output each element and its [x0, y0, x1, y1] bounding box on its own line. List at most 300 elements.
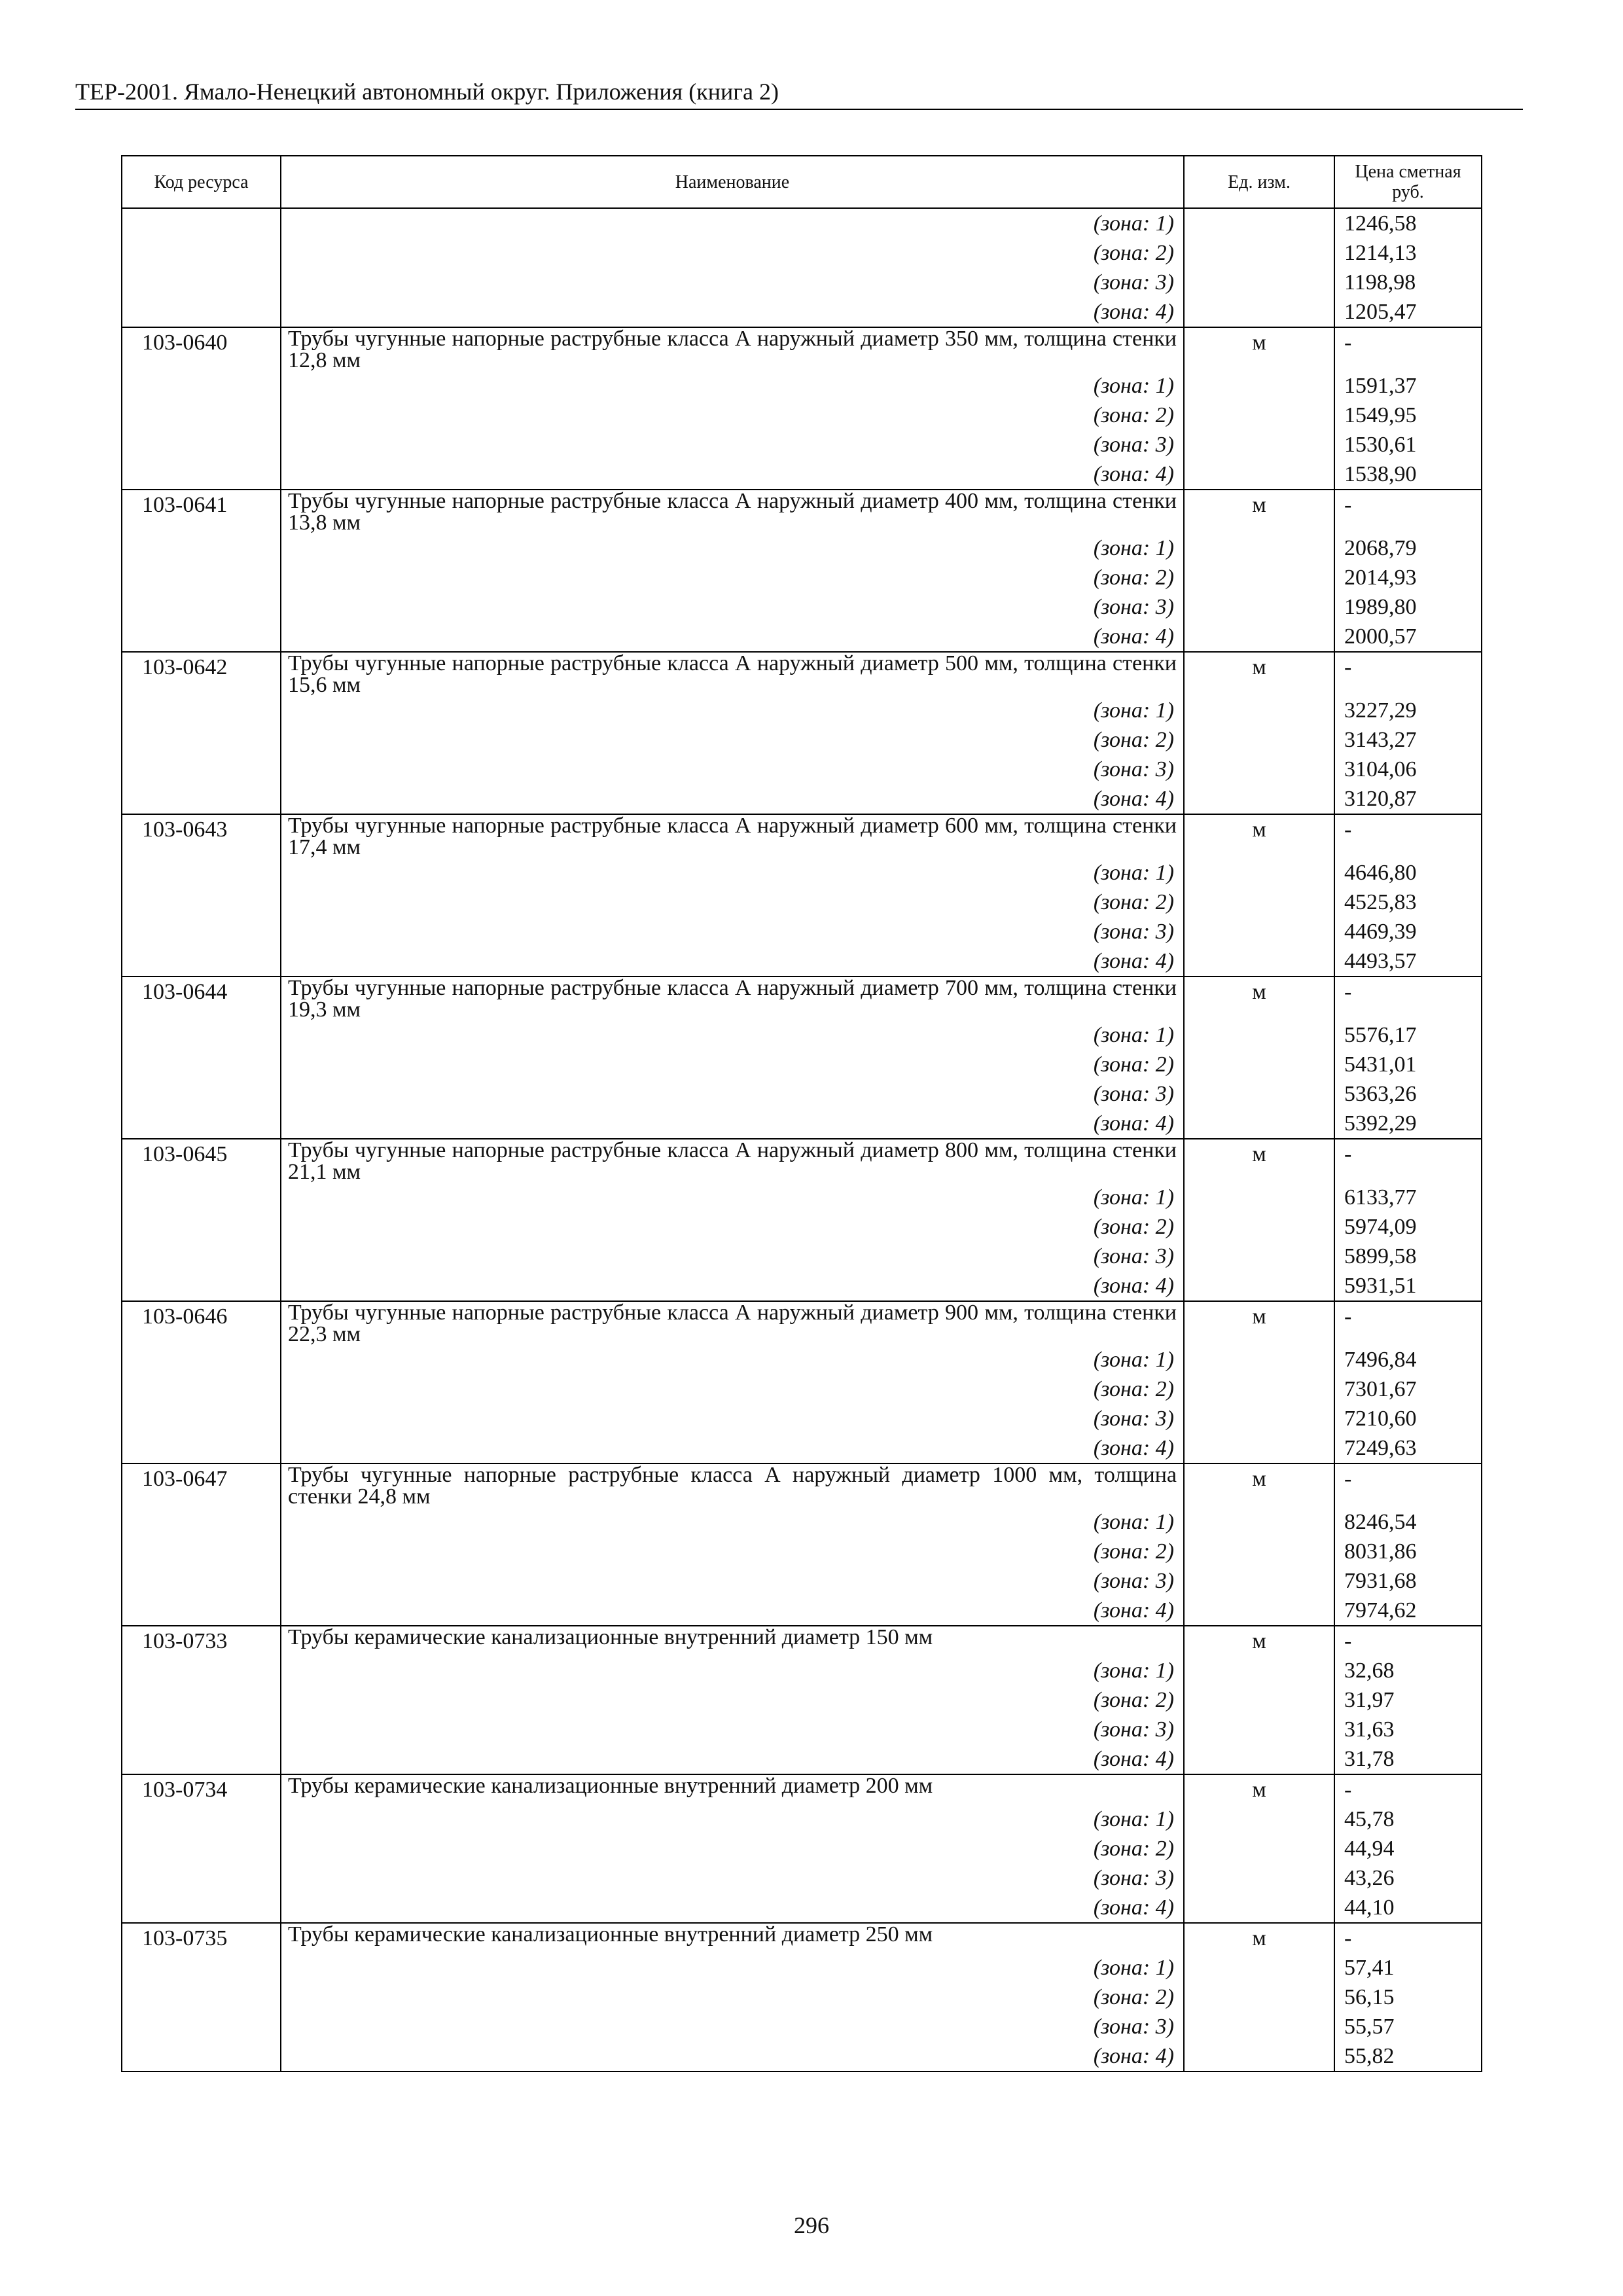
- zone-price: 5931,51: [1334, 1271, 1482, 1301]
- table-header: [122, 156, 1482, 208]
- zone-price: 43,26: [1334, 1863, 1482, 1893]
- resource-code-cell: [122, 1804, 281, 1834]
- resource-code-cell: [122, 1212, 281, 1242]
- resource-code-cell: [122, 563, 281, 592]
- zone-label: (зона: 1): [281, 1953, 1184, 1982]
- zone-label: (зона: 1): [281, 533, 1184, 563]
- unit-cell: [1184, 268, 1334, 297]
- resource-base-price: -: [1334, 327, 1482, 371]
- unit-cell: [1184, 238, 1334, 268]
- zone-label: (зона: 1): [281, 1020, 1184, 1050]
- zone-row: [122, 888, 1482, 917]
- zone-row: [122, 784, 1482, 814]
- resource-base-price: -: [1334, 1463, 1482, 1507]
- unit-cell: [1184, 297, 1334, 327]
- zone-price: 5363,26: [1334, 1079, 1482, 1109]
- unit-cell: [1184, 1744, 1334, 1774]
- zone-label: (зона: 1): [281, 208, 1184, 238]
- resource-code: 103-0640: [122, 327, 281, 371]
- running-header: ТЕР-2001. Ямало-Ненецкий автономный округ. Приложения (книга 2): [75, 77, 1523, 110]
- zone-price: 8031,86: [1334, 1537, 1482, 1566]
- resource-group: [122, 1626, 1482, 1774]
- resource-code: 103-0735: [122, 1923, 281, 1953]
- zone-label: (зона: 3): [281, 1404, 1184, 1433]
- zone-price: 7301,67: [1334, 1374, 1482, 1404]
- unit-cell: [1184, 1537, 1334, 1566]
- unit-cell: [1184, 622, 1334, 652]
- zone-price: 31,97: [1334, 1685, 1482, 1715]
- column-header-name: Наименование: [281, 156, 1184, 208]
- resource-code-cell: [122, 1079, 281, 1109]
- zone-label: (зона: 3): [281, 1566, 1184, 1596]
- unit-cell: [1184, 592, 1334, 622]
- unit-cell: [1184, 917, 1334, 946]
- zone-price: 7249,63: [1334, 1433, 1482, 1463]
- resource-unit: м: [1184, 490, 1334, 533]
- zone-label: (зона: 2): [281, 725, 1184, 755]
- unit-cell: [1184, 1242, 1334, 1271]
- zone-row: [122, 755, 1482, 784]
- zone-price: 1538,90: [1334, 459, 1482, 490]
- zone-row: [122, 1537, 1482, 1566]
- zone-price: 8246,54: [1334, 1507, 1482, 1537]
- zone-label: (зона: 2): [281, 563, 1184, 592]
- unit-cell: [1184, 208, 1334, 238]
- resource-code-cell: [122, 1656, 281, 1685]
- zone-label: (зона: 4): [281, 1596, 1184, 1626]
- zone-price: 1198,98: [1334, 268, 1482, 297]
- resource-code-cell: [122, 1433, 281, 1463]
- unit-cell: [1184, 1982, 1334, 2012]
- resource-code-cell: [122, 1744, 281, 1774]
- zone-price: 1591,37: [1334, 371, 1482, 401]
- zone-label: (зона: 4): [281, 622, 1184, 652]
- resource-code-cell: [122, 888, 281, 917]
- resource-code-cell: [122, 592, 281, 622]
- resource-row: [122, 1626, 1482, 1656]
- resource-unit: м: [1184, 1301, 1334, 1345]
- resource-code-cell: [122, 946, 281, 977]
- resource-name: Трубы чугунные напорные раструбные класса А наружный диаметр 400 мм, толщина стенки 13,8 мм: [281, 490, 1184, 533]
- zone-label: (зона: 3): [281, 1079, 1184, 1109]
- unit-cell: [1184, 563, 1334, 592]
- unit-cell: [1184, 725, 1334, 755]
- resource-base-price: -: [1334, 490, 1482, 533]
- zone-label: (зона: 2): [281, 401, 1184, 430]
- zone-price: 1549,95: [1334, 401, 1482, 430]
- zone-price: 4646,80: [1334, 858, 1482, 888]
- zone-row: [122, 533, 1482, 563]
- zone-row: [122, 1863, 1482, 1893]
- zone-label: (зона: 2): [281, 1834, 1184, 1863]
- unit-cell: [1184, 1374, 1334, 1404]
- resource-code: 103-0642: [122, 652, 281, 696]
- zone-row: [122, 1433, 1482, 1463]
- zone-row: [122, 1744, 1482, 1774]
- column-header-price: Цена сметная руб.: [1334, 156, 1482, 208]
- zone-price: 3143,27: [1334, 725, 1482, 755]
- unit-cell: [1184, 946, 1334, 977]
- zone-row: [122, 208, 1482, 238]
- zone-row: [122, 1212, 1482, 1242]
- zone-label: (зона: 3): [281, 430, 1184, 459]
- resource-row: [122, 977, 1482, 1020]
- resource-group: [122, 1774, 1482, 1923]
- zone-row: [122, 401, 1482, 430]
- resource-code-cell: [122, 725, 281, 755]
- zone-row: [122, 725, 1482, 755]
- zone-price: 1989,80: [1334, 592, 1482, 622]
- resource-code-cell: [122, 858, 281, 888]
- unit-cell: [1184, 1804, 1334, 1834]
- resource-base-price: -: [1334, 1626, 1482, 1656]
- resource-code-cell: [122, 1242, 281, 1271]
- unit-cell: [1184, 401, 1334, 430]
- zone-row: [122, 592, 1482, 622]
- zone-row: [122, 459, 1482, 490]
- unit-cell: [1184, 1271, 1334, 1301]
- resource-code-cell: [122, 1953, 281, 1982]
- zone-price: 3120,87: [1334, 784, 1482, 814]
- resource-base-price: -: [1334, 1923, 1482, 1953]
- resource-base-price: -: [1334, 652, 1482, 696]
- unit-cell: [1184, 784, 1334, 814]
- price-table: [121, 155, 1482, 2072]
- resource-unit: м: [1184, 1774, 1334, 1804]
- zone-price: 55,57: [1334, 2012, 1482, 2041]
- zone-price: 2068,79: [1334, 533, 1482, 563]
- zone-label: (зона: 1): [281, 1345, 1184, 1374]
- zone-row: [122, 1507, 1482, 1537]
- zone-label: (зона: 4): [281, 946, 1184, 977]
- resource-code-cell: [122, 1982, 281, 2012]
- zone-price: 57,41: [1334, 1953, 1482, 1982]
- zone-price: 7210,60: [1334, 1404, 1482, 1433]
- resource-unit: м: [1184, 327, 1334, 371]
- zone-row: [122, 858, 1482, 888]
- zone-row: [122, 1079, 1482, 1109]
- zone-row: [122, 1271, 1482, 1301]
- zone-row: [122, 371, 1482, 401]
- zone-row: [122, 622, 1482, 652]
- zone-row: [122, 1953, 1482, 1982]
- zone-price: 1205,47: [1334, 297, 1482, 327]
- zone-label: (зона: 3): [281, 755, 1184, 784]
- zone-price: 5576,17: [1334, 1020, 1482, 1050]
- resource-name: Трубы чугунные напорные раструбные класса А наружный диаметр 500 мм, толщина стенки 15,6 мм: [281, 652, 1184, 696]
- resource-code-cell: [122, 1893, 281, 1923]
- unit-cell: [1184, 1893, 1334, 1923]
- zone-row: [122, 268, 1482, 297]
- unit-cell: [1184, 1834, 1334, 1863]
- zone-row: [122, 1656, 1482, 1685]
- resource-name: Трубы чугунные напорные раструбные класса А наружный диаметр 600 мм, толщина стенки 17,4 мм: [281, 814, 1184, 858]
- resource-code-cell: [122, 622, 281, 652]
- resource-base-price: -: [1334, 1301, 1482, 1345]
- zone-row: [122, 2041, 1482, 2072]
- zone-label: (зона: 1): [281, 1656, 1184, 1685]
- zone-row: [122, 2012, 1482, 2041]
- zone-price: 56,15: [1334, 1982, 1482, 2012]
- unit-cell: [1184, 755, 1334, 784]
- zone-row: [122, 430, 1482, 459]
- zone-row: [122, 297, 1482, 327]
- resource-code-cell: [122, 1109, 281, 1139]
- resource-code: 103-0734: [122, 1774, 281, 1804]
- zone-row: [122, 1183, 1482, 1212]
- zone-row: [122, 1374, 1482, 1404]
- page-number: 296: [794, 2212, 829, 2238]
- zone-label: (зона: 1): [281, 1507, 1184, 1537]
- resource-group: [122, 977, 1482, 1139]
- zone-label: (зона: 4): [281, 1109, 1184, 1139]
- resource-group: [122, 327, 1482, 490]
- zone-price: 44,94: [1334, 1834, 1482, 1863]
- zone-label: (зона: 3): [281, 2012, 1184, 2041]
- zone-label: (зона: 3): [281, 592, 1184, 622]
- zone-row: [122, 1893, 1482, 1923]
- zone-row: [122, 563, 1482, 592]
- unit-cell: [1184, 533, 1334, 563]
- zone-price: 7974,62: [1334, 1596, 1482, 1626]
- zone-price: 32,68: [1334, 1656, 1482, 1685]
- resource-unit: м: [1184, 977, 1334, 1020]
- unit-cell: [1184, 1953, 1334, 1982]
- unit-cell: [1184, 2041, 1334, 2072]
- zone-price: 44,10: [1334, 1893, 1482, 1923]
- resource-group: [122, 490, 1482, 652]
- unit-cell: [1184, 1109, 1334, 1139]
- zone-row: [122, 1050, 1482, 1079]
- unit-cell: [1184, 1079, 1334, 1109]
- unit-cell: [1184, 1863, 1334, 1893]
- unit-cell: [1184, 1020, 1334, 1050]
- zone-row: [122, 1242, 1482, 1271]
- resource-code: 103-0646: [122, 1301, 281, 1345]
- zone-price: 31,63: [1334, 1715, 1482, 1744]
- resource-name: Трубы керамические канализационные внутренний диаметр 250 мм: [281, 1923, 1184, 1953]
- resource-unit: м: [1184, 1923, 1334, 1953]
- zone-price: 7496,84: [1334, 1345, 1482, 1374]
- zone-label: (зона: 3): [281, 268, 1184, 297]
- resource-row: [122, 1923, 1482, 1953]
- zone-label: (зона: 3): [281, 917, 1184, 946]
- zone-label: (зона: 4): [281, 459, 1184, 490]
- zone-row: [122, 1834, 1482, 1863]
- resource-code-cell: [122, 2041, 281, 2072]
- zone-row: [122, 917, 1482, 946]
- resource-row: [122, 1301, 1482, 1345]
- zone-price: 3104,06: [1334, 755, 1482, 784]
- zone-label: (зона: 4): [281, 1271, 1184, 1301]
- resource-name: Трубы керамические канализационные внутренний диаметр 200 мм: [281, 1774, 1184, 1804]
- unit-cell: [1184, 1212, 1334, 1242]
- zone-label: (зона: 4): [281, 297, 1184, 327]
- zone-label: (зона: 2): [281, 1685, 1184, 1715]
- resource-base-price: -: [1334, 977, 1482, 1020]
- resource-group: [122, 652, 1482, 814]
- resource-code-cell: [122, 297, 281, 327]
- zone-label: (зона: 2): [281, 1374, 1184, 1404]
- resource-name: Трубы чугунные напорные раструбные класса А наружный диаметр 350 мм, толщина стенки 12,8 мм: [281, 327, 1184, 371]
- unit-cell: [1184, 888, 1334, 917]
- zone-label: (зона: 4): [281, 1893, 1184, 1923]
- resource-base-price: -: [1334, 1139, 1482, 1183]
- zone-label: (зона: 4): [281, 1433, 1184, 1463]
- resource-unit: м: [1184, 1139, 1334, 1183]
- resource-code: 103-0733: [122, 1626, 281, 1656]
- zone-row: [122, 1685, 1482, 1715]
- zone-row: [122, 1596, 1482, 1626]
- zone-price: 6133,77: [1334, 1183, 1482, 1212]
- resource-base-price: -: [1334, 814, 1482, 858]
- zone-price: 7931,68: [1334, 1566, 1482, 1596]
- zone-price: 55,82: [1334, 2041, 1482, 2072]
- resource-code-cell: [122, 784, 281, 814]
- zone-price: 5974,09: [1334, 1212, 1482, 1242]
- resource-code-cell: [122, 238, 281, 268]
- resource-code-cell: [122, 1507, 281, 1537]
- resource-code: 103-0641: [122, 490, 281, 533]
- resource-name: Трубы чугунные напорные раструбные класса А наружный диаметр 1000 мм, толщина стенки 24,8 мм: [281, 1463, 1184, 1507]
- zone-row: [122, 1404, 1482, 1433]
- zone-label: (зона: 2): [281, 1537, 1184, 1566]
- resource-code-cell: [122, 1566, 281, 1596]
- unit-cell: [1184, 1715, 1334, 1744]
- resource-base-price: -: [1334, 1774, 1482, 1804]
- resource-code: 103-0645: [122, 1139, 281, 1183]
- resource-code-cell: [122, 1050, 281, 1079]
- resource-name: Трубы чугунные напорные раструбные класса А наружный диаметр 800 мм, толщина стенки 21,1 мм: [281, 1139, 1184, 1183]
- unit-cell: [1184, 1507, 1334, 1537]
- zone-label: (зона: 3): [281, 1242, 1184, 1271]
- zone-label: (зона: 3): [281, 1715, 1184, 1744]
- unit-cell: [1184, 371, 1334, 401]
- unit-cell: [1184, 696, 1334, 725]
- resource-row: [122, 490, 1482, 533]
- zone-price: 4525,83: [1334, 888, 1482, 917]
- zone-price: 1530,61: [1334, 430, 1482, 459]
- resource-code-cell: [122, 917, 281, 946]
- zone-price: 2014,93: [1334, 563, 1482, 592]
- zone-row: [122, 1109, 1482, 1139]
- zone-label: (зона: 1): [281, 1804, 1184, 1834]
- resource-code-cell: [122, 755, 281, 784]
- resource-group: [122, 1301, 1482, 1463]
- zone-row: [122, 1715, 1482, 1744]
- unit-cell: [1184, 459, 1334, 490]
- zone-label: (зона: 3): [281, 1863, 1184, 1893]
- zone-label: (зона: 2): [281, 238, 1184, 268]
- resource-code: 103-0643: [122, 814, 281, 858]
- zone-label: (зона: 2): [281, 1050, 1184, 1079]
- zone-label: (зона: 2): [281, 1982, 1184, 2012]
- resource-row: [122, 1774, 1482, 1804]
- resource-name: Трубы чугунные напорные раструбные класса А наружный диаметр 900 мм, толщина стенки 22,3 мм: [281, 1301, 1184, 1345]
- resource-name: Трубы чугунные напорные раструбные класса А наружный диаметр 700 мм, толщина стенки 19,3 мм: [281, 977, 1184, 1020]
- unit-cell: [1184, 858, 1334, 888]
- resource-code-cell: [122, 1685, 281, 1715]
- zone-price: 4493,57: [1334, 946, 1482, 977]
- unit-cell: [1184, 1345, 1334, 1374]
- resource-code-cell: [122, 1404, 281, 1433]
- resource-unit: м: [1184, 652, 1334, 696]
- resource-code-cell: [122, 2012, 281, 2041]
- zone-price: 2000,57: [1334, 622, 1482, 652]
- zone-row: [122, 1804, 1482, 1834]
- resource-row: [122, 1463, 1482, 1507]
- zone-row: [122, 1345, 1482, 1374]
- unit-cell: [1184, 1566, 1334, 1596]
- zone-row: [122, 1566, 1482, 1596]
- unit-cell: [1184, 1433, 1334, 1463]
- zone-row: [122, 1020, 1482, 1050]
- resource-code-cell: [122, 459, 281, 490]
- zone-row: [122, 238, 1482, 268]
- resource-code-cell: [122, 268, 281, 297]
- resource-code-cell: [122, 1863, 281, 1893]
- zone-price: 3227,29: [1334, 696, 1482, 725]
- resource-group: [122, 814, 1482, 977]
- resource-code-cell: [122, 208, 281, 238]
- zone-price: 1246,58: [1334, 208, 1482, 238]
- zone-price: 5431,01: [1334, 1050, 1482, 1079]
- zone-price: 4469,39: [1334, 917, 1482, 946]
- resource-code: 103-0644: [122, 977, 281, 1020]
- zone-row: [122, 1982, 1482, 2012]
- zone-price: 45,78: [1334, 1804, 1482, 1834]
- resource-code-cell: [122, 1020, 281, 1050]
- resource-row: [122, 652, 1482, 696]
- zone-price: 1214,13: [1334, 238, 1482, 268]
- resource-group: [122, 1463, 1482, 1626]
- unit-cell: [1184, 2012, 1334, 2041]
- resource-name: Трубы керамические канализационные внутренний диаметр 150 мм: [281, 1626, 1184, 1656]
- resource-group: [122, 1139, 1482, 1301]
- zone-price: 5392,29: [1334, 1109, 1482, 1139]
- zone-row: [122, 696, 1482, 725]
- resource-row: [122, 814, 1482, 858]
- resource-row: [122, 327, 1482, 371]
- zone-label: (зона: 4): [281, 1744, 1184, 1774]
- zone-row: [122, 946, 1482, 977]
- zone-label: (зона: 1): [281, 696, 1184, 725]
- resource-code-cell: [122, 1183, 281, 1212]
- zone-label: (зона: 4): [281, 784, 1184, 814]
- resource-code-cell: [122, 1596, 281, 1626]
- continuation-group: [122, 208, 1482, 327]
- zone-label: (зона: 2): [281, 888, 1184, 917]
- resource-unit: м: [1184, 1463, 1334, 1507]
- resource-code-cell: [122, 696, 281, 725]
- resource-code-cell: [122, 1345, 281, 1374]
- unit-cell: [1184, 1656, 1334, 1685]
- zone-label: (зона: 1): [281, 858, 1184, 888]
- resource-unit: м: [1184, 814, 1334, 858]
- resource-code-cell: [122, 401, 281, 430]
- unit-cell: [1184, 1183, 1334, 1212]
- unit-cell: [1184, 1404, 1334, 1433]
- unit-cell: [1184, 430, 1334, 459]
- resource-code-cell: [122, 1537, 281, 1566]
- resource-code-cell: [122, 1715, 281, 1744]
- resource-unit: м: [1184, 1626, 1334, 1656]
- zone-label: (зона: 4): [281, 2041, 1184, 2072]
- column-header-code: Код ресурса: [122, 156, 281, 208]
- resource-code-cell: [122, 533, 281, 563]
- unit-cell: [1184, 1050, 1334, 1079]
- resource-code: 103-0647: [122, 1463, 281, 1507]
